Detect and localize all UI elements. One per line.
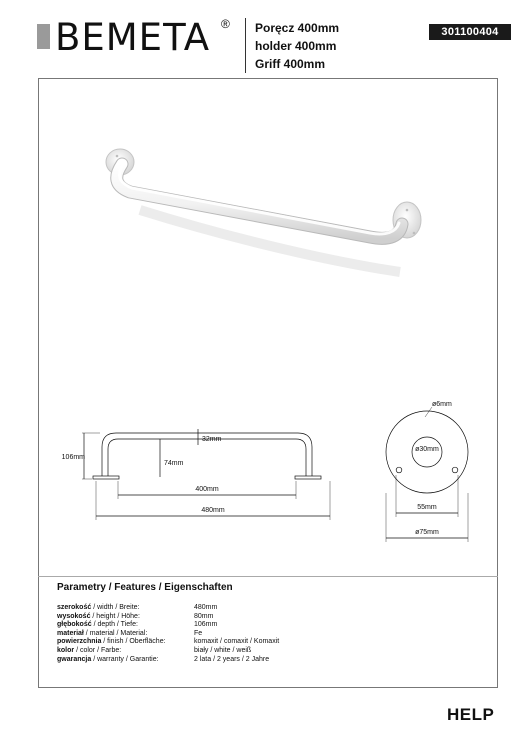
product-name-pl: Poręcz 400mm xyxy=(255,21,340,35)
param-row xyxy=(57,613,279,622)
dim-label-6mm: ø6mm xyxy=(432,401,452,408)
param-label-rest: / material / Material: xyxy=(83,629,148,637)
param-value: 106mm xyxy=(194,621,218,629)
technical-drawing xyxy=(61,395,480,545)
dim-label-75mm: ø75mm xyxy=(415,529,439,536)
flange-front-view xyxy=(386,407,468,542)
param-row xyxy=(57,630,279,639)
param-value: 2 lata / 2 years / 2 Jahre xyxy=(194,655,270,663)
params-table xyxy=(57,604,279,664)
registered-mark: ® xyxy=(221,17,230,31)
product-names xyxy=(255,19,339,73)
param-row xyxy=(57,656,279,665)
dim-label-55mm: 55mm xyxy=(417,504,437,511)
product-photo xyxy=(100,140,440,290)
product-name-de: Griff 400mm xyxy=(255,57,326,71)
param-label-pl: szerokość xyxy=(57,604,92,611)
logo-mark xyxy=(37,24,50,49)
param-label-rest: / depth / Tiefe: xyxy=(91,621,138,629)
dim-label-30mm: ø30mm xyxy=(415,446,439,453)
param-label-pl: wysokość xyxy=(57,612,91,620)
param-label-rest: / height / Höhe: xyxy=(90,612,140,620)
param-label-pl: kolor xyxy=(57,646,75,654)
dim-label-106mm: 106mm xyxy=(61,454,85,461)
product-code-badge: 301100404 xyxy=(429,24,511,40)
params-title: Parametry / Features / Eigenschaften xyxy=(57,582,233,593)
header-divider xyxy=(245,18,246,73)
param-value: 480mm xyxy=(194,604,218,611)
dim-label-74mm: 74mm xyxy=(164,460,184,467)
param-label-pl: gwarancja xyxy=(57,655,92,663)
param-row xyxy=(57,621,279,630)
param-label-rest: / finish / Oberfläche: xyxy=(101,638,166,646)
param-value: Fe xyxy=(194,629,203,637)
param-label-pl: powierzchnia xyxy=(57,638,102,646)
param-value: komaxit / comaxit / Komaxit xyxy=(194,638,280,646)
params-divider xyxy=(38,576,498,577)
param-label-rest: / color / Farbe: xyxy=(74,646,122,654)
brand-name: BEMETA xyxy=(55,16,211,59)
param-label-pl: głębokość xyxy=(57,621,92,629)
brand-logo xyxy=(37,18,237,58)
help-label: HELP xyxy=(447,705,495,724)
param-row xyxy=(57,647,279,656)
product-name-en: holder 400mm xyxy=(255,39,337,53)
param-label-rest: / width / Breite: xyxy=(91,604,140,611)
dim-label-32mm: 32mm xyxy=(202,436,222,443)
param-row xyxy=(57,638,279,647)
param-label-pl: materiał xyxy=(57,629,84,637)
param-value: biały / white / weiß xyxy=(194,646,252,654)
param-value: 80mm xyxy=(194,612,214,620)
param-label-rest: / warranty / Garantie: xyxy=(91,655,159,663)
param-row xyxy=(57,604,279,613)
dim-label-480mm: 480mm xyxy=(201,507,225,514)
dim-label-400mm: 400mm xyxy=(195,486,219,493)
